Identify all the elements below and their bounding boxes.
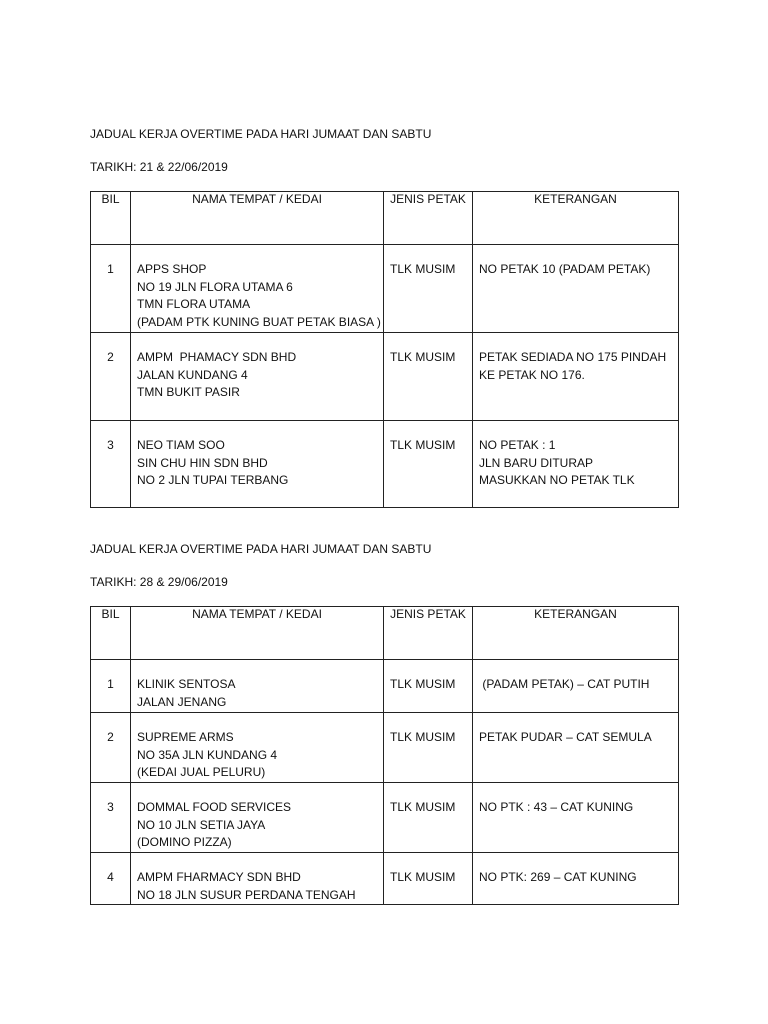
- nama-line: DOMMAL FOOD SERVICES: [137, 800, 292, 814]
- row-jenis: TLK MUSIM: [390, 870, 456, 884]
- row-jenis: TLK MUSIM: [390, 262, 456, 276]
- schedule-table-1: [90, 191, 679, 508]
- row-bil: 1: [107, 262, 114, 276]
- schedule-table-2: [90, 606, 679, 905]
- table-row: [91, 783, 679, 853]
- row-jenis: TLK MUSIM: [390, 350, 456, 364]
- nama-line: AMPM PHAMACY SDN BHD: [137, 350, 297, 364]
- keterangan-line: NO PTK: 269 – CAT KUNING: [479, 870, 637, 884]
- row-nama: [131, 333, 383, 402]
- table-header-row: [91, 607, 679, 660]
- row-keterangan: [473, 853, 678, 887]
- header-nama: NAMA TEMPAT / KEDAI: [131, 607, 384, 660]
- row-keterangan: [473, 245, 678, 279]
- nama-line: TMN BUKIT PASIR: [137, 385, 240, 399]
- nama-line: SIN CHU HIN SDN BHD: [137, 455, 268, 470]
- header-nama: NAMA TEMPAT / KEDAI: [131, 192, 384, 245]
- section-date: TARIKH: 21 & 22/06/2019: [90, 160, 228, 174]
- table-row: [91, 245, 679, 333]
- nama-line: TMN FLORA UTAMA: [137, 297, 251, 311]
- nama-line: (KEDAI JUAL PELURU): [137, 765, 266, 779]
- keterangan-line: NO PTK : 43 – CAT KUNING: [479, 800, 634, 814]
- header-bil: BIL: [91, 607, 131, 660]
- schedule-section-2: [90, 541, 680, 902]
- nama-line: KLINIK SENTOSA: [137, 677, 236, 691]
- section-title: JADUAL KERJA OVERTIME PADA HARI JUMAAT DAN SABTU: [90, 127, 432, 141]
- nama-line: (PADAM PTK KUNING BUAT PETAK BIASA ): [137, 314, 381, 329]
- row-nama: [131, 853, 383, 904]
- header-keterangan: KETERANGAN: [473, 192, 679, 245]
- section-title: JADUAL KERJA OVERTIME PADA HARI JUMAAT DAN SABTU: [90, 542, 432, 556]
- keterangan-line: (PADAM PETAK) – CAT PUTIH: [479, 677, 650, 691]
- row-jenis: TLK MUSIM: [390, 438, 456, 452]
- row-keterangan: [473, 333, 678, 384]
- keterangan-line: KE PETAK NO 176.: [479, 367, 585, 382]
- row-bil: 2: [107, 350, 114, 364]
- row-nama: [131, 783, 383, 852]
- nama-line: NO 18 JLN SUSUR PERDANA TENGAH: [137, 887, 356, 902]
- nama-line: JALAN JENANG: [137, 694, 227, 709]
- schedule-section-1: [90, 126, 680, 487]
- nama-line: APPS SHOP: [137, 262, 207, 276]
- row-bil: 3: [107, 438, 114, 452]
- keterangan-line: MASUKKAN NO PETAK TLK: [479, 473, 635, 487]
- nama-line: NO 10 JLN SETIA JAYA: [137, 817, 266, 832]
- row-nama: [131, 421, 383, 490]
- table-row: [91, 660, 679, 713]
- table-row: [91, 853, 679, 905]
- header-bil: BIL: [91, 192, 131, 245]
- table-row: [91, 421, 679, 508]
- section-date: TARIKH: 28 & 29/06/2019: [90, 575, 228, 589]
- row-bil: 4: [107, 870, 114, 884]
- row-nama: [131, 660, 383, 711]
- row-keterangan: [473, 783, 678, 817]
- table-row: [91, 713, 679, 783]
- row-bil: 2: [107, 730, 114, 744]
- row-nama: [131, 245, 383, 331]
- row-jenis: TLK MUSIM: [390, 800, 456, 814]
- row-bil: 3: [107, 800, 114, 814]
- keterangan-line: PETAK PUDAR – CAT SEMULA: [479, 730, 652, 744]
- row-keterangan: [473, 421, 678, 490]
- row-jenis: TLK MUSIM: [390, 677, 456, 691]
- keterangan-line: JLN BARU DITURAP: [479, 455, 594, 470]
- row-jenis: TLK MUSIM: [390, 730, 456, 744]
- keterangan-line: NO PETAK 10 (PADAM PETAK): [479, 262, 651, 276]
- nama-line: NO 2 JLN TUPAI TERBANG: [137, 473, 289, 487]
- nama-line: NO 35A JLN KUNDANG 4: [137, 747, 278, 762]
- table-header-row: [91, 192, 679, 245]
- nama-line: SUPREME ARMS: [137, 730, 234, 744]
- header-keterangan: KETERANGAN: [473, 607, 679, 660]
- nama-line: JALAN KUNDANG 4: [137, 367, 248, 382]
- row-nama: [131, 713, 383, 782]
- nama-line: AMPM FHARMACY SDN BHD: [137, 870, 301, 884]
- nama-line: NO 19 JLN FLORA UTAMA 6: [137, 279, 293, 294]
- table-row: [91, 333, 679, 421]
- keterangan-line: NO PETAK : 1: [479, 438, 556, 452]
- header-jenis: JENIS PETAK: [384, 607, 473, 660]
- row-bil: 1: [107, 677, 114, 691]
- row-keterangan: [473, 660, 678, 694]
- row-keterangan: [473, 713, 678, 747]
- nama-line: (DOMINO PIZZA): [137, 835, 232, 849]
- nama-line: NEO TIAM SOO: [137, 438, 225, 452]
- keterangan-line: PETAK SEDIADA NO 175 PINDAH: [479, 350, 667, 364]
- header-jenis: JENIS PETAK: [384, 192, 473, 245]
